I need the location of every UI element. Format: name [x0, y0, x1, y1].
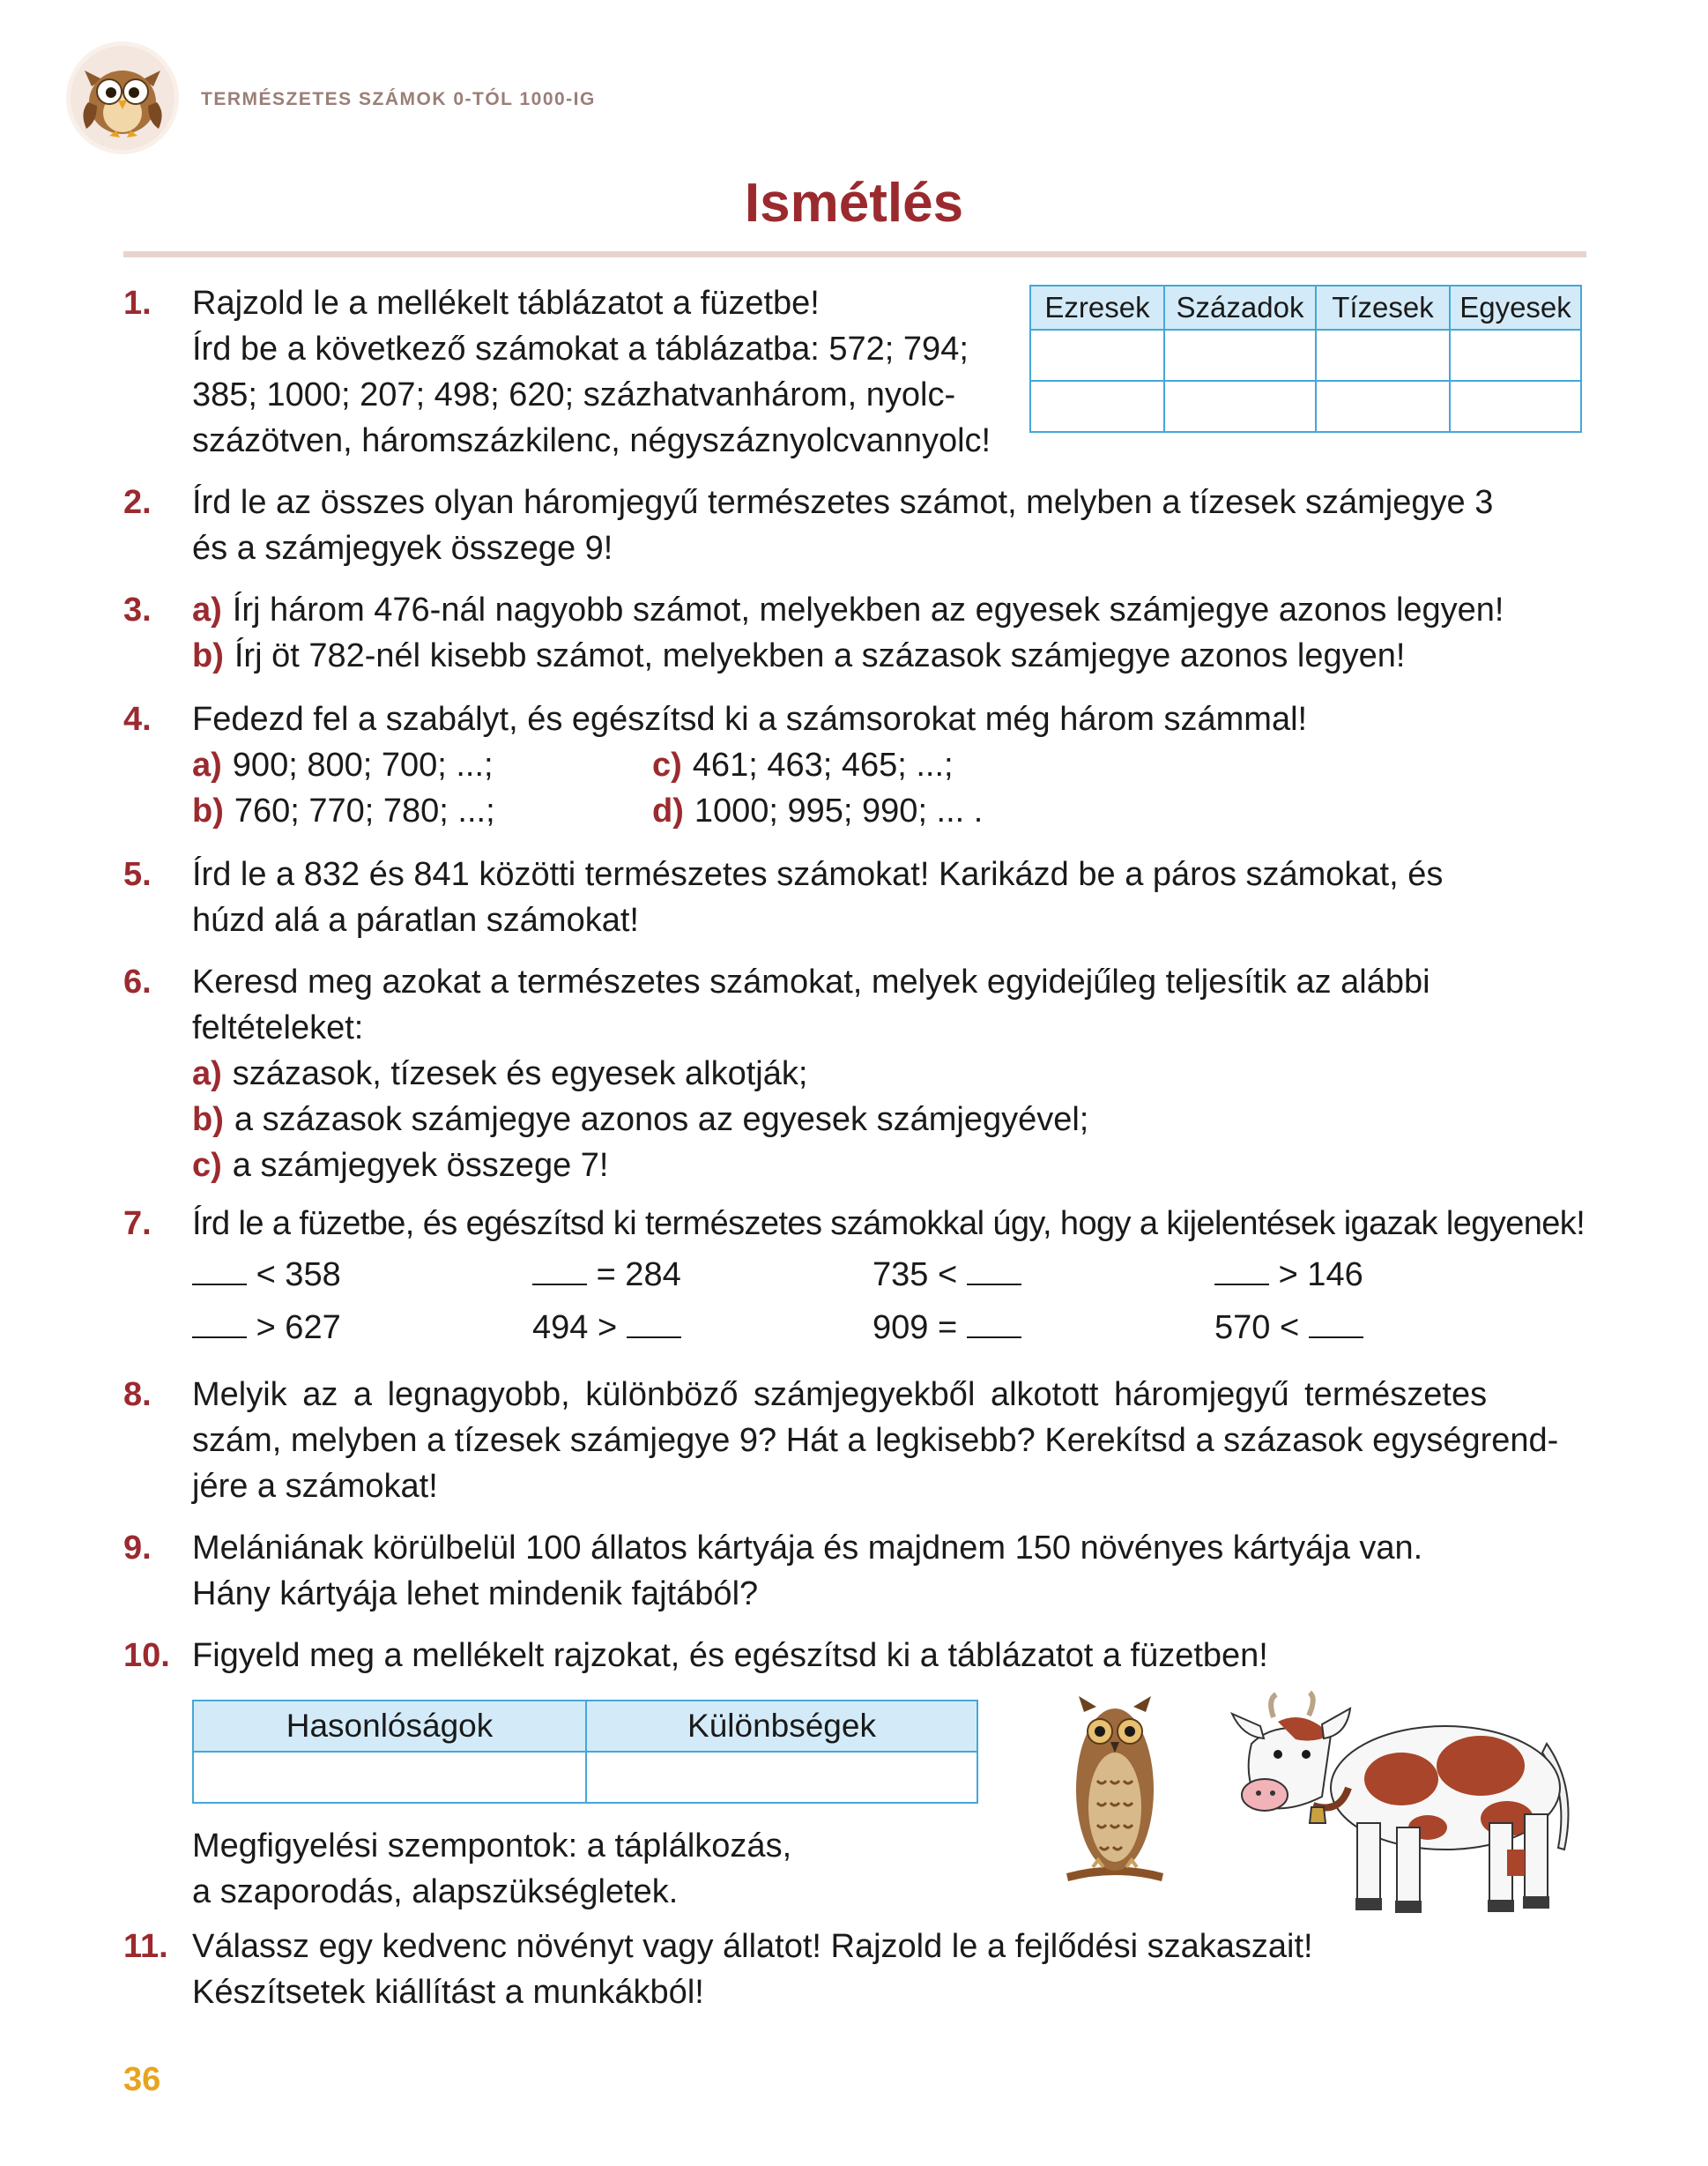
inequality-row	[192, 1252, 1602, 1305]
task-number: 2.	[123, 484, 152, 521]
observation-note	[192, 1823, 791, 1915]
subtask-text: 760; 770; 780; ...;	[234, 793, 495, 830]
task-number: 4.	[123, 701, 152, 738]
task-text: Melyik az a legnagyobb, különböző számjegyekből alkotott háromjegyű természetes	[192, 1376, 1488, 1413]
page-title: Ismétlés	[744, 173, 964, 234]
owl-logo	[71, 46, 175, 150]
table-header: Hasonlóságok	[193, 1701, 586, 1752]
section-header: TERMÉSZETES SZÁMOK 0-TÓL 1000-IG	[201, 89, 596, 109]
task-text: Írd le az összes olyan háromjegyű természetes számot, melyben a tízesek számjegye 3	[192, 484, 1494, 521]
task-text: és a számjegyek összege 9!	[192, 530, 613, 567]
task-text: százötven, háromszázkilenc, négyszáznyolcvannyolc!	[192, 422, 991, 459]
table-cell	[1450, 381, 1581, 432]
inequality: 909 =	[873, 1309, 958, 1346]
inequality: = 284	[596, 1256, 681, 1293]
inequality: > 146	[1278, 1256, 1363, 1293]
answer-blank	[1214, 1259, 1269, 1285]
task-text: Írd le a füzetbe, és egészítsd ki természetes számokkal úgy, hogy a kijelentések igazak legyenek!	[192, 1205, 1585, 1242]
task-text: Melániának körülbelül 100 állatos kártyája és majdnem 150 növényes kártyája van.	[192, 1530, 1423, 1567]
subtask-label: a)	[192, 592, 222, 629]
task-text: Válassz egy kedvenc növényt vagy állatot! Rajzold le a fejlődési szakaszait!	[192, 1928, 1313, 1965]
answer-blank	[1309, 1312, 1363, 1338]
subtask-text: a számjegyek összege 7!	[232, 1147, 609, 1184]
inequality: 494 >	[532, 1309, 618, 1346]
subtask-text: százasok, tízesek és egyesek alkotják;	[232, 1055, 808, 1092]
table-cell	[1316, 330, 1450, 381]
cow-illustration	[1225, 1682, 1586, 1920]
table-header: Egyesek	[1450, 286, 1581, 330]
inequality: > 627	[256, 1309, 341, 1346]
subtask-label: c)	[192, 1147, 222, 1184]
table-header: Századok	[1164, 286, 1316, 330]
task-text: Írd be a következő számokat a táblázatba: 572; 794;	[192, 331, 969, 368]
answer-blank	[192, 1259, 247, 1285]
task-text: jére a számokat!	[192, 1468, 438, 1505]
owl-illustration	[1058, 1693, 1172, 1895]
answer-blank	[627, 1312, 681, 1338]
inequality: 735 <	[873, 1256, 958, 1293]
answer-blank	[967, 1259, 1021, 1285]
task-text: Írd le a 832 és 841 közötti természetes számokat! Karikázd be a páros számokat, és	[192, 856, 1444, 893]
subtask-text: 1000; 995; 990; ... .	[694, 793, 984, 830]
inequality: < 358	[256, 1256, 341, 1293]
table-cell	[1164, 381, 1316, 432]
table-cell	[1450, 330, 1581, 381]
table-cell	[1030, 381, 1164, 432]
subtask-label: b)	[192, 1101, 224, 1138]
table-cell	[1316, 381, 1450, 432]
task-text: Rajzold le a mellékelt táblázatot a füzetbe!	[192, 285, 820, 322]
task-number: 9.	[123, 1530, 152, 1567]
subtask-text: Írj három 476-nál nagyobb számot, melyekben az egyesek számjegye azonos legyen!	[232, 592, 1504, 629]
task-text: Készítsetek kiállítást a munkákból!	[192, 1974, 704, 2011]
task-number: 8.	[123, 1376, 152, 1413]
subtask-label: a)	[192, 747, 222, 784]
subtask-label: b)	[192, 793, 224, 830]
task-number: 6.	[123, 964, 152, 1001]
task-number: 11.	[123, 1928, 168, 1965]
task-text: Keresd meg azokat a természetes számokat, melyek egyidejűleg teljesítik az alábbi	[192, 964, 1430, 1001]
table-header: Ezresek	[1030, 286, 1164, 330]
subtask-label: a)	[192, 1055, 222, 1092]
table-cell	[193, 1752, 586, 1803]
task-text: szám, melyben a tízesek számjegye 9? Hát a legkisebb? Kerekítsd a százasok egységrend-	[192, 1422, 1559, 1459]
inequality: 570 <	[1214, 1309, 1300, 1346]
task-text: 385; 1000; 207; 498; 620; százhatvanhárom, nyolc-	[192, 376, 956, 413]
page-number: 36	[123, 2061, 161, 2098]
task-text: Hány kártyája lehet mindenik fajtából?	[192, 1575, 759, 1612]
answer-blank	[532, 1259, 587, 1285]
inequality-row	[192, 1305, 1602, 1358]
table-header: Tízesek	[1316, 286, 1450, 330]
subtask-label: b)	[192, 637, 224, 674]
table-cell	[1164, 330, 1316, 381]
table-header: Különbségek	[586, 1701, 977, 1752]
task-text: Figyeld meg a mellékelt rajzokat, és egészítsd ki a táblázatot a füzetben!	[192, 1637, 1268, 1674]
task-number: 10.	[123, 1637, 170, 1674]
place-value-table	[1029, 285, 1582, 433]
subtask-text: Írj öt 782-nél kisebb számot, melyekben a százasok számjegye azonos legyen!	[234, 637, 1406, 674]
task-number: 1.	[123, 285, 152, 322]
table-cell	[586, 1752, 977, 1803]
subtask-label: c)	[652, 747, 682, 784]
task-number: 5.	[123, 856, 152, 893]
task-text: feltételeket:	[192, 1009, 364, 1046]
task-text: húzd alá a páratlan számokat!	[192, 902, 639, 939]
table-cell	[1030, 330, 1164, 381]
note-text: a szaporodás, alapszükségletek.	[192, 1873, 679, 1910]
owl-icon	[76, 51, 169, 145]
subtask-text: 461; 463; 465; ...;	[692, 747, 954, 784]
answer-blank	[967, 1312, 1021, 1338]
subtask-label: d)	[652, 793, 684, 830]
answer-blank	[192, 1312, 247, 1338]
comparison-table	[192, 1700, 978, 1804]
title-divider	[123, 251, 1586, 257]
task-number: 3.	[123, 592, 152, 629]
subtask-text: 900; 800; 700; ...;	[232, 747, 494, 784]
subtask-text: a százasok számjegye azonos az egyesek számjegyével;	[234, 1101, 1089, 1138]
task-text: Fedezd fel a szabályt, és egészítsd ki a számsorokat még három számmal!	[192, 701, 1308, 738]
note-text: Megfigyelési szempontok: a táplálkozás,	[192, 1827, 792, 1865]
task-number: 7.	[123, 1205, 152, 1242]
